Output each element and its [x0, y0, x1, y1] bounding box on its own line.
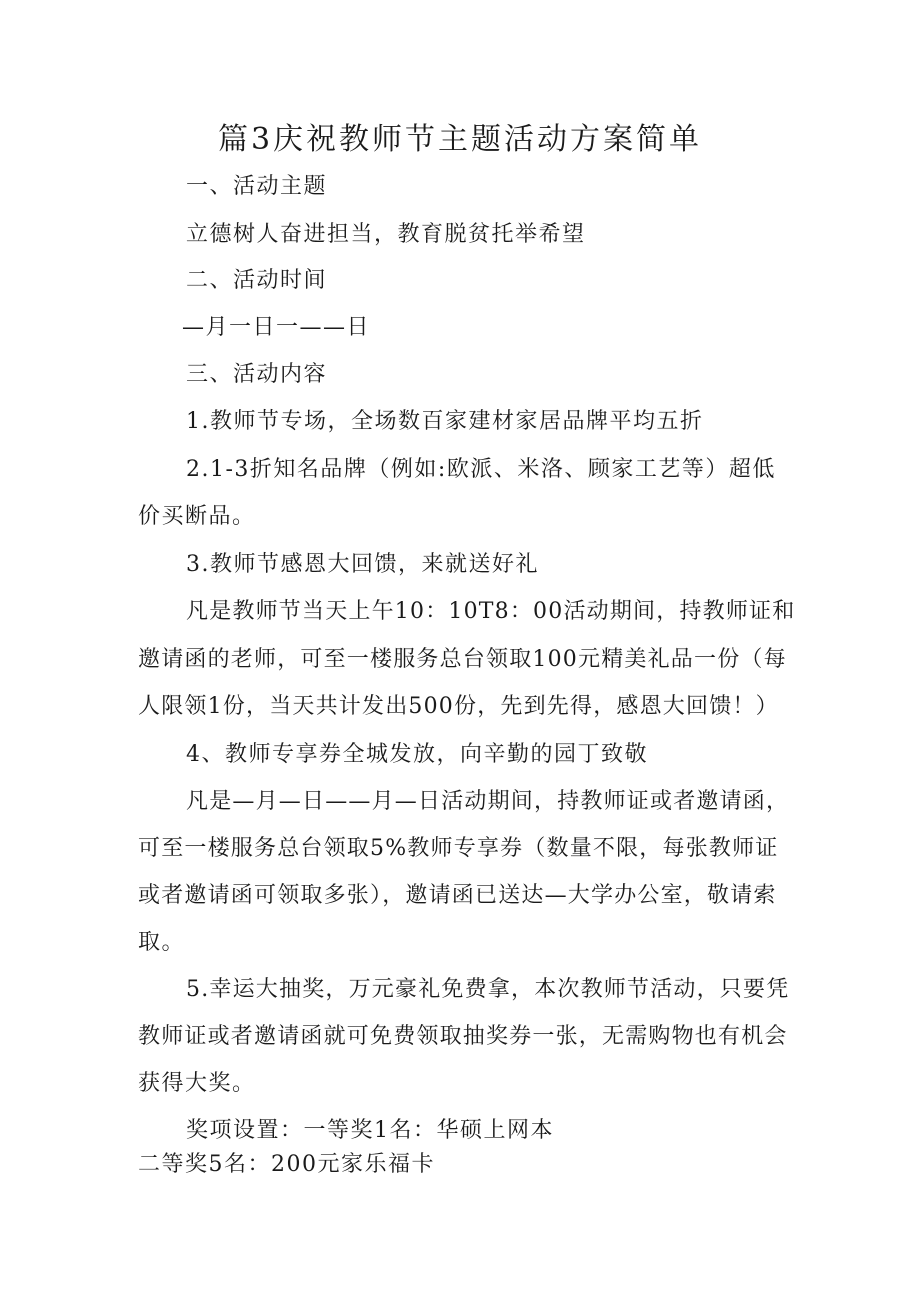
- paragraph-line: 4、教师专享券全城发放，向辛勤的园丁致敬: [186, 742, 648, 767]
- paragraph-line: 凡是—月—日——月—日活动期间，持教师证或者邀请函，: [186, 789, 790, 814]
- paragraph-line: 奖项设置：一等奖1名：华硕上网本: [186, 1118, 554, 1143]
- paragraph-line: 1.教师节专场，全场数百家建材家居品牌平均五折: [186, 409, 704, 434]
- paragraph-line: 可至一楼服务总台领取5%教师专享券（数量不限，每张教师证: [138, 836, 779, 861]
- paragraph-line: 或者邀请函可领取多张），邀请函已送达—大学办公室，敬请索: [138, 883, 777, 908]
- paragraph-line: 2.1-3折知名品牌（例如:欧派、米洛、顾家工艺等）超低: [186, 457, 776, 482]
- paragraph-line: 凡是教师节当天上午10：10T8：00活动期间，持教师证和: [186, 599, 796, 624]
- paragraph-line: 价买断品。: [138, 504, 256, 529]
- heading-theme: 一、活动主题: [186, 174, 328, 199]
- heading-content: 三、活动内容: [186, 362, 328, 387]
- document-title: 篇3庆祝教师节主题活动方案简单: [217, 122, 703, 157]
- paragraph-line: 3.教师节感恩大回馈，来就送好礼: [186, 552, 539, 577]
- paragraph-line: 获得大奖。: [138, 1071, 256, 1096]
- paragraph-line: 邀请函的老师，可至一楼服务总台领取100元精美礼品一份（每: [138, 647, 787, 672]
- heading-time: 二、活动时间: [186, 268, 328, 293]
- paragraph-line: —月一日一——日: [182, 315, 371, 340]
- paragraph-line: 立德树人奋进担当，教育脱贫托举希望: [186, 222, 586, 247]
- paragraph-line: 5.幸运大抽奖，万元豪礼免费拿，本次教师节活动，只要凭: [186, 977, 790, 1002]
- paragraph-line: 取。: [138, 930, 186, 955]
- paragraph-line: 二等奖5名：200元家乐福卡: [138, 1152, 435, 1177]
- paragraph-line: 教师证或者邀请函就可免费领取抽奖券一张，无需购物也有机会: [138, 1024, 788, 1049]
- paragraph-line: 人限领1份，当天共计发出500份，先到先得，感恩大回馈！）: [138, 694, 779, 719]
